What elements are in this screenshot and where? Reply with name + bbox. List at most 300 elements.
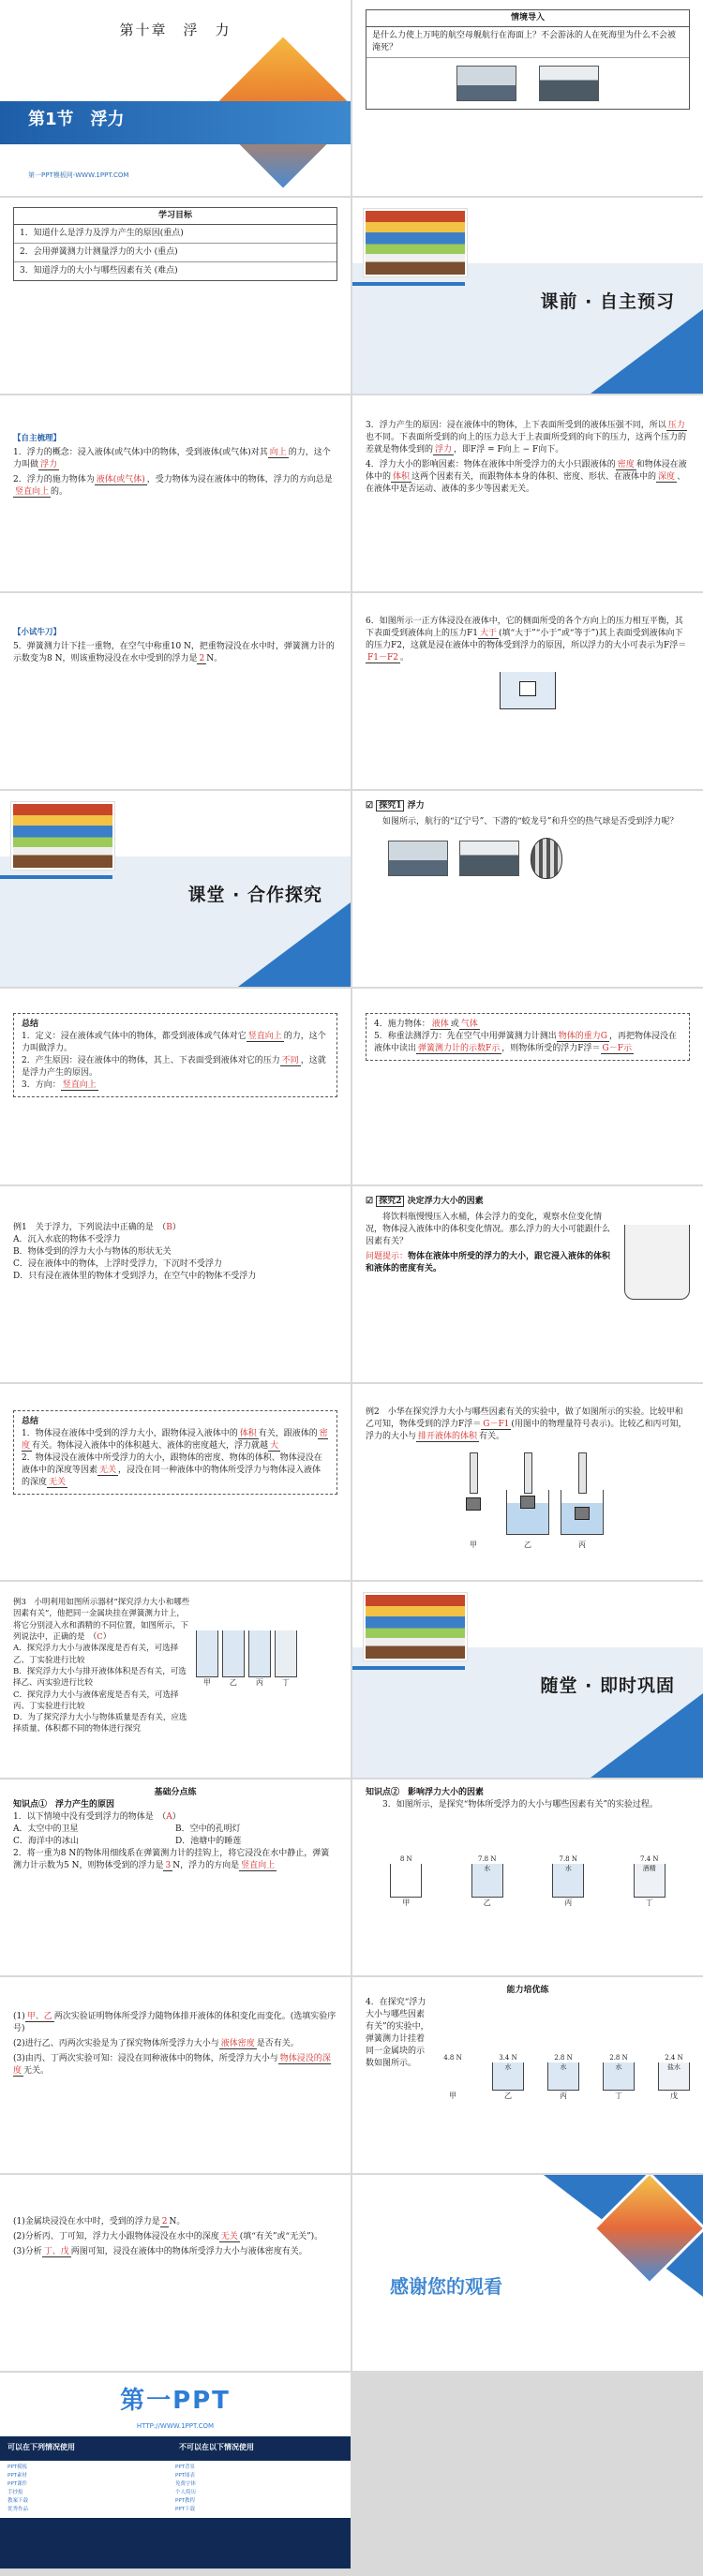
text: 两次实验证明物体所受浮力随物体排开液体的体积变化而变化。(选填实验序号) — [13, 2012, 337, 2034]
text: 5．称重法测浮力：先在空气中用弹簧测力计测出 — [374, 1032, 557, 1042]
beaker: 水 — [547, 2062, 579, 2091]
section-heading: 课前 · 自主预习 — [540, 291, 675, 312]
answer: 液体(或气体) — [96, 475, 145, 485]
text: 或 — [450, 1020, 459, 1029]
paragraph — [366, 616, 690, 664]
reading: 7.8 N — [478, 1855, 497, 1864]
section-strip — [352, 282, 465, 286]
text: 也不同。下表面所受到的向上的压力总大于上表面所受到的向下的压力，这两个压力的差就是物体受到的 — [366, 433, 687, 455]
text: 4．施力物体： — [374, 1020, 430, 1029]
answer: 3 — [165, 1861, 172, 1871]
experiment-figure — [366, 1854, 690, 1909]
metal-block — [466, 1497, 481, 1511]
figure-item — [437, 2053, 469, 2102]
text: 2．将一重为8 N的物体用细线系在弹簧测力计的挂钩上，将它浸没在水中静止，弹簧测力计示数为5 N，则物体受到的浮力是 — [13, 1849, 330, 1871]
text: 两图可知，浸没在液体中的物体所受浮力大小与液体密度有关。 — [70, 2247, 307, 2257]
text: 的。 — [51, 487, 68, 498]
link[interactable]: 手抄报 — [7, 2490, 23, 2496]
answer: 物体的重力G — [558, 1032, 607, 1042]
knowledge-point: 知识点① 浮力产生的原因 — [13, 1800, 115, 1810]
explore-text-col — [366, 1212, 617, 1300]
text: N。 — [169, 2217, 186, 2226]
corner-decoration — [238, 902, 351, 987]
option: D．为了探究浮力大小与物体质量是否有关，应选择质量、体积都不同的物体进行探究 — [13, 1713, 187, 1735]
usage-allowed — [7, 2442, 172, 2456]
figure-item — [492, 2053, 524, 2102]
beaker — [248, 1630, 271, 1677]
text: (填“大于”“小于”或“等于”)其上表面受到液体向下的压力F2，这就是浸在液体中的物体受到浮力的原因，所以浮力的大小可表示为F浮＝ — [366, 629, 687, 651]
answer: 排开液体的体积 — [418, 1432, 478, 1442]
books-image — [11, 802, 114, 870]
intro-images — [366, 58, 689, 109]
thanks-text: 感谢您的观看 — [390, 2275, 502, 2298]
slide-intro — [352, 0, 703, 196]
figure-caption: 乙 — [229, 1678, 237, 1688]
answer: 竖直向上 — [62, 1080, 97, 1091]
carrier-image — [388, 841, 448, 876]
beaker: 酒精 — [634, 1864, 666, 1898]
answer: 压力 — [667, 421, 685, 430]
option: A．太空中的卫星 — [13, 1824, 79, 1835]
section-tag: 【小试牛刀】 — [13, 628, 62, 637]
slide-cover — [0, 0, 351, 196]
paragraph — [13, 2038, 337, 2050]
explore-images — [366, 838, 690, 879]
knowledge-point: 知识点② 影响浮力大小的因素 — [366, 1788, 485, 1797]
experiment-figure — [196, 1597, 337, 1735]
text: 4．浮力大小的影响因素：物体在液体中所受浮力的大小只跟液体的 — [366, 460, 616, 470]
paragraph — [22, 1452, 329, 1489]
beaker: 盐水 — [658, 2062, 690, 2091]
figure-item — [446, 1490, 501, 1551]
reading: 2.8 N — [609, 2054, 628, 2062]
figure-caption: 乙 — [483, 1898, 491, 1908]
slide-section-classroom — [0, 791, 351, 987]
text: 的力，这个力叫做浮力。 — [22, 1032, 326, 1054]
text: 是否有关。 — [256, 2039, 299, 2049]
question: 例1 关于浮力，下列说法中正确的是 （B） — [13, 1223, 181, 1232]
slide-empty — [352, 2373, 703, 2569]
slide-explore-2 — [352, 1186, 703, 1382]
paragraph — [366, 1407, 690, 1443]
text: N。 — [206, 654, 223, 664]
corner-decoration — [591, 309, 703, 394]
answer: 甲、乙 — [26, 2012, 52, 2021]
text: 例3 小明利用如图所示器材“探究浮力大小和哪些因素有关”，他把同一金属块挂在弹簧测力计上，将它分别浸入水和酒精的不同位置，如图所示，下列说法中，正确的是 — [13, 1598, 190, 1642]
dead-sea-image — [539, 66, 599, 101]
slide-goals — [0, 198, 351, 394]
slide-cube-pressure — [352, 593, 703, 789]
answer: 竖直向上 — [15, 487, 50, 498]
paragraph — [13, 447, 337, 471]
reading: 7.8 N — [559, 1855, 577, 1864]
paragraph — [366, 459, 690, 496]
figure-caption: 丙 — [560, 2092, 567, 2101]
paragraph — [13, 2231, 337, 2243]
paragraph — [13, 2216, 337, 2228]
summary-box — [366, 1013, 690, 1061]
reading: 7.4 N — [640, 1855, 659, 1864]
text: (用图中的物理量符号表示)。比较乙和丙可知，浮力的大小与 — [366, 1420, 687, 1442]
intro-box — [366, 9, 690, 110]
submarine-image — [459, 841, 519, 876]
figure-caption: 丙 — [564, 1898, 573, 1908]
text: (1) — [13, 2012, 25, 2021]
question — [13, 1848, 337, 1872]
beaker: 水 — [603, 2062, 635, 2091]
beaker — [196, 1630, 218, 1677]
answer: 不同 — [281, 1056, 299, 1066]
text: 例2 小华在探究浮力大小与哪些因素有关的实验中，做了如图所示的实验。比较甲和乙可知，物体受到的浮力F浮＝ — [366, 1407, 683, 1430]
explore-text: 如图所示，航行的“辽宁号”、下潜的“蛟龙号”和升空的热气球是否受到浮力呢？ — [382, 817, 679, 827]
section-heading: 课堂 · 合作探究 — [187, 885, 322, 905]
text: 有关，跟液体的 — [258, 1429, 318, 1439]
figure-item — [555, 1490, 609, 1551]
answer: 体积 — [393, 472, 411, 483]
option: D．池塘中的睡莲 — [175, 1837, 242, 1847]
spring-scale — [578, 1452, 587, 1494]
text: 的力，这个力叫做 — [13, 448, 331, 470]
answer: 浮力 — [40, 460, 58, 470]
slide-summary-1 — [0, 989, 351, 1184]
slide-quick-test — [0, 593, 351, 789]
goals-title: 学习目标 — [14, 208, 337, 225]
intro-text: 是什么力使上万吨的航空母舰航行在海面上？不会游泳的人在死海里为什么不会被淹死？ — [366, 27, 689, 58]
text: (3)分析 — [13, 2247, 42, 2257]
link[interactable]: PPT背景 — [175, 2464, 195, 2471]
bucket-image — [624, 1225, 690, 1300]
text: ，这就是浮力产生的原因。 — [22, 1056, 326, 1079]
link-list — [0, 2461, 351, 2518]
option: D．只有浸在液体里的物体才受到浮力，在空气中的物体不受浮力 — [13, 1272, 257, 1282]
answer: 大 — [270, 1441, 279, 1452]
slide-self-review — [0, 395, 351, 591]
explore-heading — [366, 800, 690, 812]
link[interactable]: PPT图表 — [175, 2473, 195, 2479]
text: ，受力物体为浸在液体中的物体，浮力的方向总是 — [146, 475, 333, 485]
slide-factor-experiment — [352, 1779, 703, 1975]
answer: C — [97, 1631, 103, 1642]
answer: 竖直向上 — [241, 1861, 276, 1871]
check-icon: ☑ — [366, 801, 374, 811]
answer: 液体密度 — [220, 2039, 255, 2049]
reading: 3.4 N — [499, 2054, 517, 2062]
figure-caption: 戊 — [670, 2092, 678, 2101]
option: B．物体受到的浮力大小与物体的形状无关 — [13, 1247, 172, 1258]
figure-caption: 乙 — [504, 2092, 512, 2101]
figure-item — [248, 1630, 271, 1689]
paragraph — [22, 1428, 329, 1452]
link[interactable]: 个人简历 — [175, 2490, 197, 2496]
slide-factor-answers — [0, 1977, 351, 2173]
paragraph — [374, 1019, 681, 1031]
answer: 竖直向上 — [247, 1032, 282, 1042]
option: C．浸在液体中的物体，上浮时受浮力，下沉时不受浮力 — [13, 1259, 222, 1270]
summary-box — [13, 1410, 337, 1495]
slide-footer-ad — [0, 2373, 351, 2569]
balloon-image — [531, 838, 562, 879]
answer: 深度 — [658, 472, 676, 483]
slide-summary-3 — [0, 1384, 351, 1580]
text: 3．方向： — [22, 1080, 61, 1091]
goal-item: 1．知道什么是浮力及浮力产生的原因(重点) — [14, 225, 337, 244]
text: ，浸没在同一种液体中的物体所受浮力与物体浸入液体的深度 — [22, 1466, 322, 1488]
text: ，则物体所受的浮力F浮＝ — [501, 1044, 601, 1054]
link[interactable]: PPT模板 — [7, 2464, 27, 2471]
answer: 大于 — [479, 629, 497, 639]
figure-item — [390, 1854, 422, 1909]
answer: 2 — [199, 654, 205, 664]
figure-caption: 丙 — [255, 1678, 263, 1688]
goal-item: 2．会用弹簧测力计测量浮力的大小 (重点) — [14, 244, 337, 262]
practice-title: 基础分点练 — [154, 1788, 197, 1797]
beaker: 水 — [552, 1864, 584, 1898]
option: C．探究浮力大小与液体密度是否有关，可选择丙、丁实验进行比较 — [13, 1690, 179, 1711]
text: 1．物体浸在液体中受到的浮力大小，跟物体浸入液体中的 — [22, 1429, 238, 1439]
usage-forbidden — [179, 2442, 343, 2456]
link[interactable]: PPT素材 — [7, 2473, 27, 2479]
explore-heading — [366, 1196, 690, 1208]
answer: G－F1 — [483, 1420, 510, 1430]
usage-allowed-title: 可以在下列情况使用 — [7, 2442, 75, 2451]
text: (2)进行乙、丙两次实验是为了探究物体所受浮力大小与 — [13, 2039, 219, 2049]
answer: F1－F2 — [367, 653, 398, 663]
figure-caption: 甲 — [402, 1898, 411, 1908]
hint-label: 问题提示： — [366, 1252, 409, 1262]
beaker: 水 — [492, 2062, 524, 2091]
text: 和物体浸在液体中的 — [366, 460, 687, 483]
text: ，即F浮 = F向上 − F向下。 — [454, 445, 564, 455]
answer: 丁、戊 — [43, 2247, 69, 2257]
example-text-col — [13, 1597, 190, 1735]
section-tag: 【自主梳理】 — [13, 434, 62, 443]
goals-box — [13, 207, 337, 281]
site-logo: 第一PPT — [0, 2373, 351, 2421]
answer: 2 — [161, 2217, 168, 2226]
intro-title: 情境导入 — [366, 10, 689, 27]
slide-thanks — [352, 2175, 703, 2371]
text: 3．浮力产生的原因：浸在液体中的物体，上下表面所受到的液体压强不同，所以 — [366, 421, 666, 430]
figure-caption: 丁 — [645, 1898, 653, 1908]
figure-item — [552, 1854, 584, 1909]
text: 这两个因素有关，而跟物体本身的体积、密度、形状、在液体中的 — [411, 472, 657, 483]
spring-scale — [524, 1452, 532, 1494]
text: 、在液体中是否运动、液体的多少等因素无关。 — [366, 472, 686, 495]
question: 3．如图所示，是探究“物体所受浮力的大小与哪些因素有关”的实验过程。 — [382, 1800, 658, 1810]
beaker — [390, 1864, 422, 1898]
usage-columns — [0, 2436, 351, 2462]
text: ，再把物体浸没在液体中读出 — [374, 1032, 677, 1054]
text: 例1 关于浮力，下列说法中正确的是 — [13, 1223, 154, 1232]
explore-label: 探究2 — [376, 1196, 404, 1207]
text: 。 — [399, 653, 409, 663]
option: C．海洋中的冰山 — [13, 1837, 79, 1847]
answer: 气体 — [460, 1020, 478, 1029]
figure-caption: 丁 — [615, 2092, 622, 2101]
figure-item — [603, 2053, 635, 2102]
question: 4．在探究“浮力大小与哪些因素有关”的实验中，弹簧测力计挂着同一金属块的示数如图所示。 — [366, 1998, 429, 2069]
answer: 液体 — [431, 1020, 449, 1029]
slide-example-1 — [0, 1186, 351, 1382]
summary-title: 总结 — [22, 1417, 39, 1426]
example-body — [13, 1597, 337, 1735]
link[interactable]: PPT课件 — [7, 2481, 27, 2488]
section-title: 第1节 浮力 — [28, 110, 125, 129]
answer: 无关 — [49, 1478, 67, 1488]
explore-topic: 浮力 — [407, 801, 425, 811]
beaker — [275, 1630, 297, 1677]
answer: 弹簧测力计的示数F示 — [418, 1044, 501, 1054]
figure-caption: 甲 — [202, 1678, 211, 1688]
site-url[interactable]: HTTP://WWW.1PPT.COM — [0, 2421, 351, 2436]
paragraph — [366, 420, 690, 456]
paragraph — [13, 2246, 337, 2258]
beaker — [222, 1630, 245, 1677]
slide-example-2 — [352, 1384, 703, 1580]
figure-item — [275, 1630, 297, 1689]
link[interactable]: 教案下载 — [7, 2498, 29, 2505]
figure-item — [658, 2053, 690, 2102]
paragraph — [22, 1031, 329, 1055]
figure-caption: 甲 — [470, 1541, 477, 1550]
slide-summary-2 — [352, 989, 703, 1184]
scale-only — [437, 2062, 469, 2091]
options-grid — [13, 1824, 337, 1848]
text: 2．产生原因：浸在液体中的物体，其上、下表面受到液体对它的压力 — [22, 1056, 280, 1066]
text: 有关。 — [479, 1432, 505, 1442]
usage-forbidden-title: 不可以在以下情况使用 — [179, 2442, 254, 2451]
experiment-figure — [366, 1490, 690, 1551]
summary-title: 总结 — [22, 1020, 39, 1029]
text: 2．浮力的施力物体为 — [13, 475, 95, 485]
figure-caption: 乙 — [524, 1541, 531, 1550]
spring-scale — [470, 1452, 478, 1494]
check-icon: ☑ — [366, 1197, 374, 1206]
answer: G－F示 — [602, 1044, 632, 1054]
option: A．沉入水底的物体不受浮力 — [13, 1235, 121, 1245]
answer: A — [166, 1812, 172, 1823]
paragraph — [13, 2053, 337, 2077]
books-image — [364, 1593, 467, 1660]
beaker — [561, 1490, 604, 1535]
text: 1．浮力的概念：浸入液体(或气体)中的物体，受到液体(或气体)对其 — [13, 448, 268, 458]
slide-explore-1 — [352, 791, 703, 987]
text: 无关。 — [23, 2066, 50, 2077]
goal-item: 3．知道浮力的大小与哪些因素有关 (难点) — [20, 266, 178, 276]
slide-section-preview — [352, 198, 703, 394]
metal-block — [575, 1507, 590, 1520]
question: 1．以下情境中没有受到浮力的物体是 （A） — [13, 1812, 181, 1823]
link[interactable]: PPT教程 — [175, 2498, 195, 2505]
answer: 向上 — [269, 448, 287, 458]
site-url: 第一PPT模板网-WWW.1PPT.COM — [28, 171, 129, 179]
text: 2．物体浸没在液体中所受浮力的大小，跟物体的密度、物体的体积、物体浸没在液体中的深度等因素 — [22, 1453, 322, 1476]
paragraph — [13, 474, 337, 499]
answer: 无关 — [220, 2232, 238, 2242]
link[interactable]: PPT下载 — [175, 2507, 195, 2513]
paragraph — [374, 1031, 681, 1055]
answer: 体积 — [239, 1429, 257, 1439]
cube — [519, 681, 536, 696]
metal-block — [520, 1496, 535, 1509]
scale-only — [452, 1490, 495, 1535]
text: N，浮力的方向是 — [172, 1861, 240, 1871]
explore-topic: 决定浮力大小的因素 — [407, 1197, 484, 1206]
text: (1)金属块浸没在水中时，受到的浮力是 — [13, 2217, 160, 2226]
figure-item — [501, 1490, 555, 1551]
reading: 2.8 N — [554, 2054, 573, 2062]
practice-title: 能力培优练 — [506, 1986, 549, 1995]
section-heading: 随堂 · 即时巩固 — [540, 1675, 675, 1696]
figure-caption: 甲 — [449, 2092, 456, 2101]
slide-example-3 — [0, 1582, 351, 1778]
paragraph — [13, 2011, 337, 2035]
carrier-image — [456, 66, 516, 101]
cube-diagram — [500, 672, 556, 709]
paragraph — [22, 1055, 329, 1080]
section-strip — [0, 875, 112, 879]
answer: 密度 — [22, 1429, 328, 1452]
corner-decoration — [591, 1693, 703, 1778]
option: B．空中的孔明灯 — [175, 1824, 241, 1835]
slide-section-consolidate — [352, 1582, 703, 1778]
beaker: 水 — [471, 1864, 503, 1898]
books-image — [364, 209, 467, 276]
text: (2)分析丙、丁可知，浮力大小跟物体浸没在水中的深度 — [13, 2232, 219, 2242]
hint-text: 物体在液体中所受的浮力的大小，跟它浸入液体的体积和液体的密度有关。 — [366, 1252, 611, 1274]
paragraph — [13, 641, 337, 665]
text: 5．弹簧测力计下挂一重物，在空气中称重10 N，把重物浸没在水中时，弹簧测力计的示数变为8 N，则该重物浸没在水中受到的浮力是 — [13, 642, 335, 664]
slide-advanced-answers — [0, 2175, 351, 2371]
text: 1．定义：浸在液体或气体中的物体，都受到液体或气体对它 — [22, 1032, 247, 1042]
experiment-figure — [437, 1997, 690, 2102]
explore-body — [366, 1212, 690, 1300]
figure-item — [196, 1630, 218, 1689]
text: 有关。物体浸入液体中的体积越大、液体的密度越大，浮力就越 — [32, 1441, 269, 1452]
option: B．探究浮力大小与排开液体体积是否有关，可选择乙、丙实验进行比较 — [13, 1666, 187, 1689]
figure-caption: 丁 — [281, 1678, 290, 1688]
text: (填“有关”或“无关”)。 — [239, 2232, 323, 2242]
figure-item — [634, 1854, 666, 1909]
summary-box — [13, 1013, 337, 1097]
figure-item — [471, 1854, 503, 1909]
chapter-title: 第十章 浮 力 — [119, 22, 232, 38]
text: 1．以下情境中没有受到浮力的物体是 — [13, 1812, 154, 1823]
paragraph — [22, 1080, 329, 1092]
beaker — [506, 1490, 549, 1535]
figure-item — [222, 1630, 245, 1689]
explore-text: 将饮料瓶慢慢压入水桶，体会浮力的变化，观察水位变化情况，物体浸入液体中的体积变化情况。那么浮力的大小可能跟什么因素有关？ — [366, 1213, 611, 1247]
slide-basic-practice — [0, 1779, 351, 1975]
answer: 无关 — [99, 1466, 117, 1476]
option: A．探究浮力大小与液体深度是否有关，可选择乙、丁实验进行比较 — [13, 1644, 179, 1665]
answer: 物体浸没的深度 — [13, 2054, 331, 2077]
reading: 2.4 N — [665, 2054, 683, 2062]
practice-body — [366, 1997, 690, 2102]
figure-item — [547, 2053, 579, 2102]
question: 例3 小明利用如图所示器材“探究浮力大小和哪些因素有关”，他把同一金属块挂在弹簧测力计上，将它分别浸入水和酒精的不同位置，如图所示，下列说法中，正确的是 （C） — [13, 1598, 190, 1642]
answer: B — [166, 1223, 172, 1232]
link[interactable]: 优秀作品 — [7, 2507, 29, 2513]
reading: 4.8 N — [443, 2054, 462, 2062]
slide-advanced-practice — [352, 1977, 703, 2173]
reading: 8 N — [399, 1855, 412, 1864]
section-strip — [352, 1666, 465, 1670]
link[interactable]: 免费字体 — [175, 2481, 197, 2488]
slide-buoyancy-cause — [352, 395, 703, 591]
text: 6．如图所示一正方体浸没在液体中，它的侧面所受的各个方向上的压力相互平衡，其下表面受到液体向上的压力F1 — [366, 617, 683, 639]
explore-label: 探究1 — [376, 800, 404, 812]
